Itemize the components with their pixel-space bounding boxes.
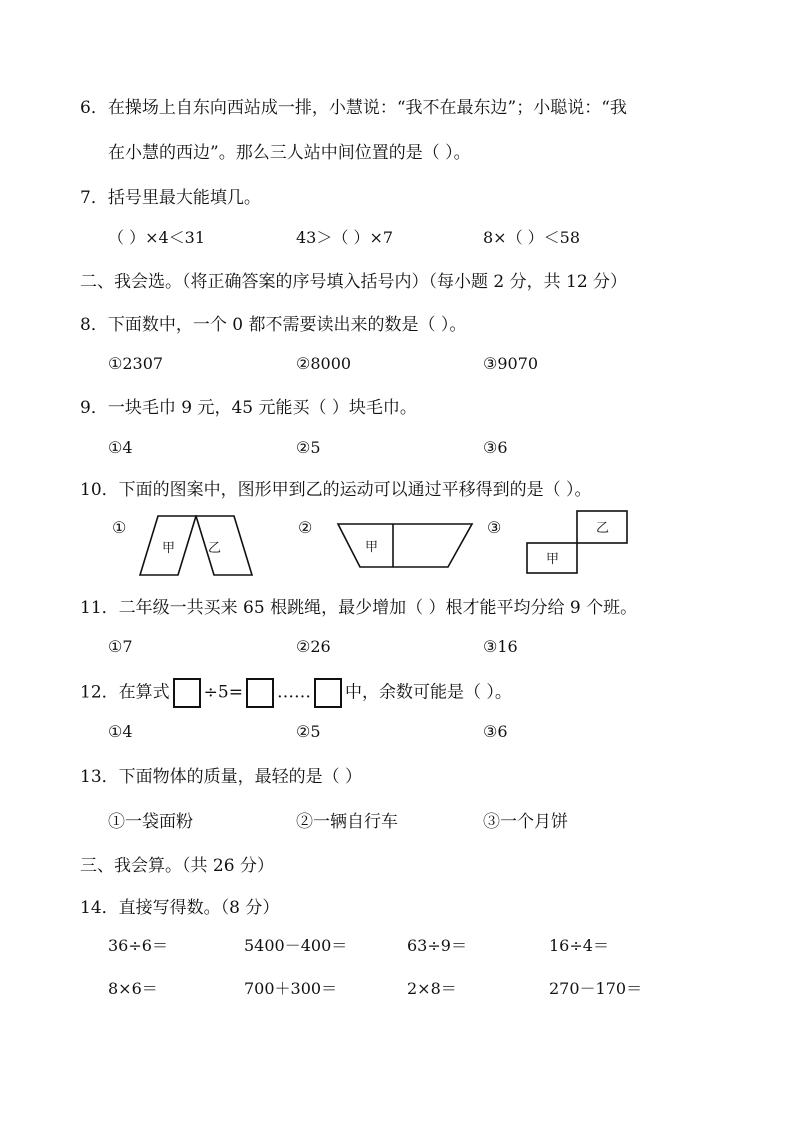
q11-option-2: ②26 xyxy=(296,637,331,656)
q10-fig3-yi: 乙 xyxy=(596,521,610,536)
q8-option-2: ②8000 xyxy=(296,354,352,373)
q13-text: 13．下面物体的质量，最轻的是（ ） xyxy=(80,767,363,787)
q13-option-1: ①一袋面粉 xyxy=(108,812,193,832)
q9-text: 9．一块毛巾 9 元，45 元能买（ ）块毛巾。 xyxy=(80,398,417,418)
q12-dots: …… xyxy=(276,682,311,703)
q12-suffix: 中，余数可能是（ ）。 xyxy=(344,682,512,703)
q14-r1-c4: 16÷4＝ xyxy=(549,936,609,955)
q7-item-1: （ ）×4＜31 xyxy=(108,228,206,247)
q8-option-3: ③9070 xyxy=(483,354,539,373)
q8-option-1: ①2307 xyxy=(108,354,164,373)
q10-fig1-yi: 乙 xyxy=(208,541,222,556)
q7-item-3: 8×（ ）＜58 xyxy=(483,228,581,247)
q10-figure-2 xyxy=(338,524,472,567)
q11-text: 11．二年级一共买来 65 根跳绳，最少增加（ ）根才能平均分给 9 个班。 xyxy=(80,598,638,618)
q14-r1-c2: 5400－400＝ xyxy=(244,936,348,955)
q12-option-1: ①4 xyxy=(108,722,133,741)
q12-dividend-box xyxy=(173,678,201,708)
q10-marker-3: ③ xyxy=(487,518,502,537)
q8-text: 8．下面数中，一个 0 都不需要读出来的数是（ ）。 xyxy=(80,315,467,335)
q12-quotient-box xyxy=(246,678,274,708)
q9-option-2: ②5 xyxy=(296,438,321,457)
q12-prefix: 12．在算式 xyxy=(80,682,170,703)
q12-remainder-box xyxy=(314,678,342,708)
q12-div: ÷5= xyxy=(203,682,243,703)
q10-text: 10．下面的图案中，图形甲到乙的运动可以通过平移得到的是（ ）。 xyxy=(80,480,592,500)
q14-text: 14．直接写得数。（8 分） xyxy=(80,898,280,918)
q6-line1: 6．在操场上自东向西站成一排，小慧说：“我不在最东边”；小聪说：“我 xyxy=(80,98,627,118)
q7-text: 7．括号里最大能填几。 xyxy=(80,188,261,208)
q14-r2-c4: 270－170＝ xyxy=(549,979,643,998)
q12-option-3: ③6 xyxy=(483,722,508,741)
q9-option-1: ①4 xyxy=(108,438,133,457)
q11-option-3: ③16 xyxy=(483,637,518,656)
q14-r2-c3: 2×8＝ xyxy=(407,979,457,998)
q14-r2-c2: 700＋300＝ xyxy=(244,979,338,998)
q13-option-3: ③一个月饼 xyxy=(483,812,568,832)
q6-line2: 在小慧的西边”。那么三人站中间位置的是（ ）。 xyxy=(108,143,471,163)
q12-line xyxy=(80,678,512,708)
q10-fig3-jia: 甲 xyxy=(546,552,560,567)
section3-heading: 三、我会算。（共 26 分） xyxy=(80,856,274,876)
q10-fig2-jia: 甲 xyxy=(365,540,379,555)
q14-r2-c1: 8×6＝ xyxy=(108,979,158,998)
q10-figure-1 xyxy=(140,516,252,575)
q10-figure-3 xyxy=(527,511,627,573)
q10-fig1-jia: 甲 xyxy=(162,541,176,556)
q13-option-2: ②一辆自行车 xyxy=(296,812,398,832)
q14-r1-c1: 36÷6＝ xyxy=(108,936,168,955)
q9-option-3: ③6 xyxy=(483,438,508,457)
q12-option-2: ②5 xyxy=(296,722,321,741)
q14-r1-c3: 63÷9＝ xyxy=(407,936,467,955)
q10-marker-2: ② xyxy=(298,518,313,537)
section2-heading: 二、我会选。（将正确答案的序号填入括号内）（每小题 2 分，共 12 分） xyxy=(80,272,628,292)
q10-marker-1: ① xyxy=(112,518,127,537)
q11-option-1: ①7 xyxy=(108,637,133,656)
q7-item-2: 43＞（ ）×7 xyxy=(296,228,394,247)
